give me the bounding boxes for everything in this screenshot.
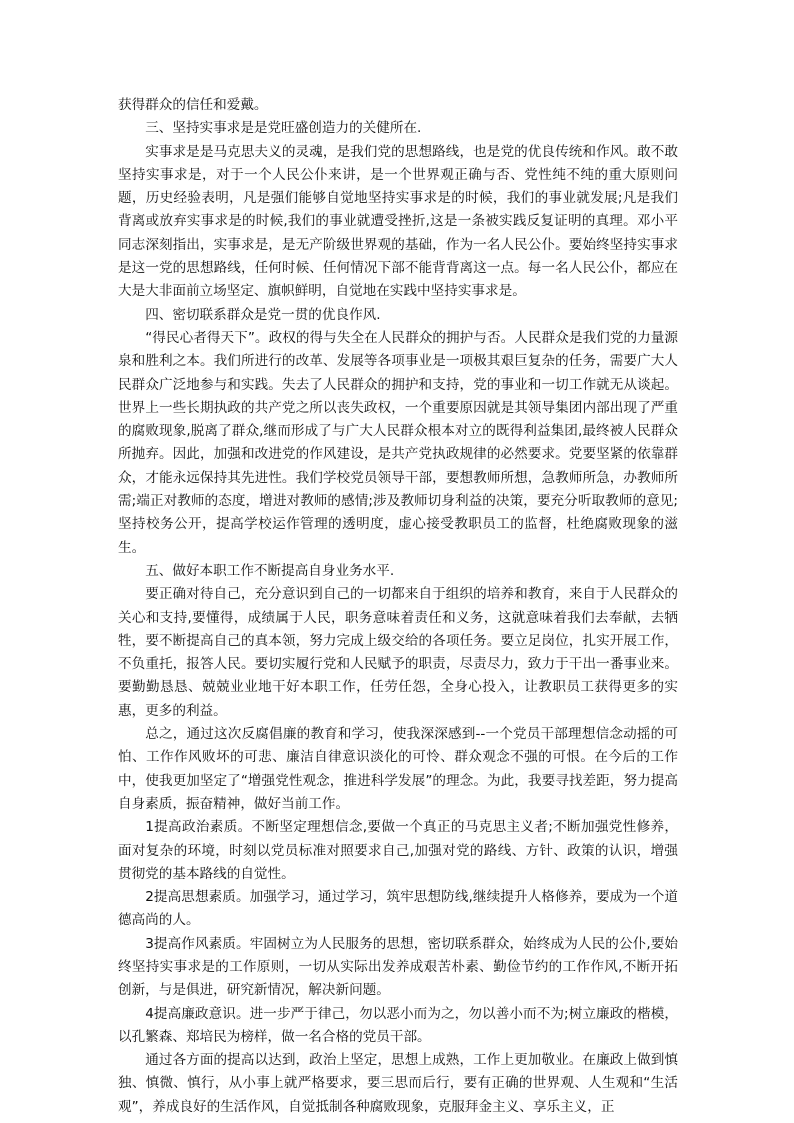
paragraph: 通过各方面的提高以达到，政治上坚定，思想上成熟，工作上更加敬业。在廉政上做到慎独、慎微、慎行，从小事上就严格要求，要三思而后行，要有正确的世界观、人生观和“生活观”，养成良好的生活作风，自觉抵制各种腐败现象，克服拜金主义、享乐主义，正: [118, 1052, 678, 1115]
section-heading: 三、坚持实事求是是党旺盛创造力的关健所在.: [145, 120, 422, 137]
list-item: 3提高作风素质。牢固树立为人民服务的思想，密切联系群众，始终成为人民的公仆,要始终坚持实事求是的工作原则，一切从实际出发养成艰苦朴素、勤俭节约的工作作风,不断开拓创新，与是俱进，研究新情况，解决新问题。: [118, 935, 678, 999]
list-item: 1提高政治素质。不断坚定理想信念,要做一个真正的马克思主义者;不断加强党性修养，面对复杂的环境，时刻以党员标准对照要求自己,加强对党的路线、方针、政策的认识，增强贯彻党的基本路线的自觉性。: [118, 819, 678, 882]
paragraph: 获得群众的信任和爱戴。: [118, 97, 268, 113]
paragraph: 总之，通过这次反腐倡廉的教育和学习，使我深深感到--一个党员干部理想信念动摇的可怕、工作作风败坏的可悲、廉洁自律意识淡化的可怜、群众观念不强的可恨。在今后的工作中，使我更加坚定了“增强党性观念，推进科学发展”的理念。为此，我要寻找差距，努力提高自身素质，振奋精神，做好当前工作。: [118, 726, 678, 812]
section-heading: 四、密切联系群众是党一贯的优良作风.: [145, 306, 381, 323]
list-item: 4提高廉政意识。进一步严于律己，勿以恶小而为之，勿以善小而不为;树立廉政的楷模，以孔繁森、郑培民为榜样，做一名合格的党员干部。: [118, 1005, 678, 1045]
section-heading: 五、做好本职工作不断提高自身业务水平.: [145, 562, 395, 579]
list-item: 2提高思想素质。加强学习，通过学习，筑牢思想防线,继续提升人格修养，要成为一个道德高尚的人。: [118, 889, 678, 929]
paragraph: 实事求是是马克思夫义的灵魂，是我们党的思想路线，也是党的优良传统和作风。敢不敢坚持实事求是，对于一个人民公仆来讲，是一个世界观正确与否、党性纯不纯的重大原则问题，历史经验表明，凡是强们能够自觉地坚持实事求是的时候，我们的事业就发展;凡是我们背离或放弃实事求是的时候,我们的事业就遭受挫折,这是一条被实践反复证明的真理。邓小平同志深刻指出，实事求是，是无产阶级世界观的基础，作为一名人民公仆。要始终坚持实事求是这一党的思想路线，任何时候、任何情况下部不能背背离这一点。每一名人民公仆，都应在大是大非面前立场坚定、旗帜鲜明，自觉地在实践中坚持实事求是。: [118, 143, 678, 300]
document-body: [118, 94, 678, 1119]
paragraph: “得民心者得天下”。政权的得与失全在人民群众的拥护与否。人民群众是我们党的力量源泉和胜利之本。我们所进行的改革、发展等各项事业是一项极其艰巨复杂的任务，需要广大人民群众广泛地参与和实践。失去了人民群众的拥护和支持，党的事业和一切工作就无从谈起。世界上一些长期执政的共产党之所以丧失政权，一个重要原因就是其领导集团内部出现了严重的腐败现象,脱离了群众,继而形成了与广大人民群众根本对立的既得利益集团,最终被人民群众所抛弃。因此，加强和改进党的作风建设，是共产党执政规律的必然要求。党要坚紧的依靠群众，才能永远保持其先进性。我们学校党员领导干部，要想教师所想，急教师所急，办教师所需;端正对教师的态度，增进对教师的感情;涉及教师切身利益的决策，要充分听取教师的意见;坚持校务公开，提高学校运作管理的透明度，虚心接受教职员工的监督，杜绝腐败现象的滋生。: [118, 329, 678, 556]
paragraph: 要正确对待自己，充分意识到自己的一切都来自于组织的培养和教育，来自于人民群众的关心和支持,要懂得，成绩属于人民，职务意味着责任和义务，这就意味着我们去奉献，去牺牲，要不断提高自己的真本领，努力完成上级交给的各项任务。要立足岗位，扎实开展工作，不负重托，报答人民。要切实履行党和人民赋予的职责，尽责尽力，致力于干出一番事业来。要勤勤恳恳、兢兢业业地干好本职工作，任劳任怨，全身心投入，让教职员工获得更多的实惠，更多的利益。: [118, 586, 678, 719]
